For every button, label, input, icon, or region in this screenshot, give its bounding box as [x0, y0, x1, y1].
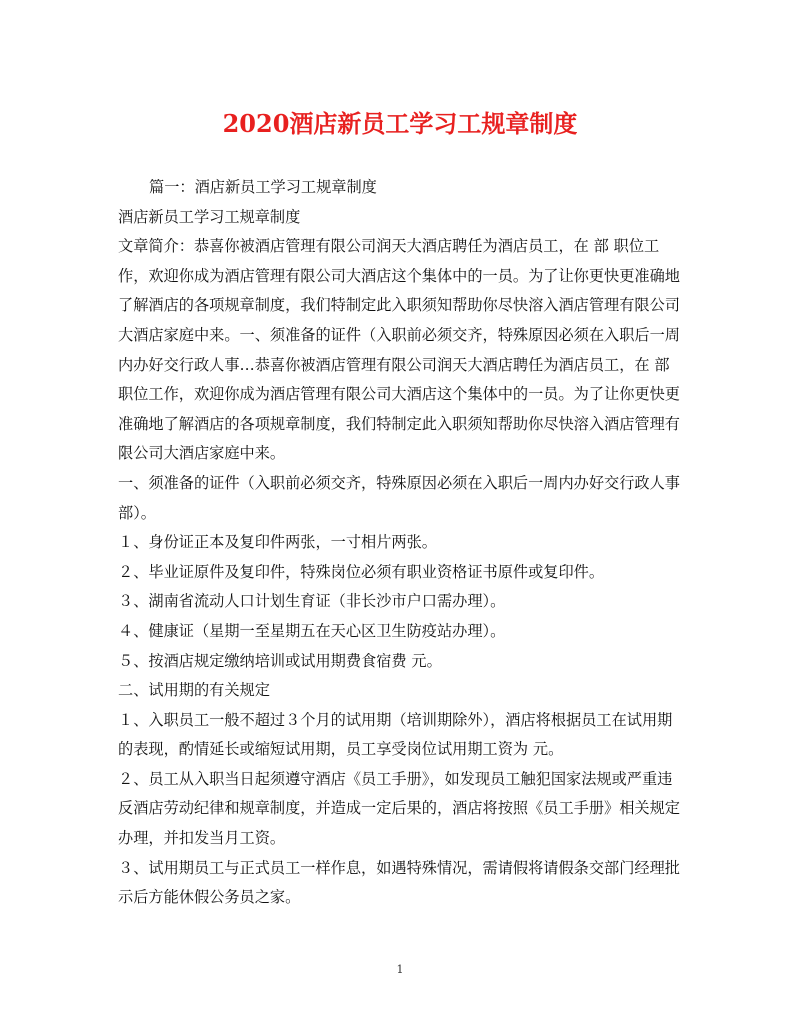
list-item: ５、按酒店规定缴纳培训或试用期费食宿费 元。	[118, 651, 442, 670]
list-item: １、入职员工一般不超过３个月的试用期（培训期除外），酒店将根据员工在试用期的表现，酌情延长或缩短试用期，员工享受岗位试用期工资为 元。	[118, 710, 673, 759]
intro-paragraph: 文章简介：恭喜你被酒店管理有限公司润天大酒店聘任为酒店员工，在 部 职位工作，欢迎你成为酒店管理有限公司大酒店这个集体中的一员。为了让你更快更准确地了解酒店的各项规章制度，我们特制定此入职须知帮助你尽快溶入酒店管理有限公司大酒店家庭中来。一、须准备的证件（入职前必须交齐，特殊原因必须在入职后一周内办好交行政人事…恭喜你被酒店管理有限公司润天大酒店聘任为酒店员工，在 部 职位工作，欢迎你成为酒店管理有限公司大酒店这个集体中的一员。为了让你更快更准确地了解酒店的各项规章制度，我们特制定此入职须知帮助你尽快溶入酒店管理有限公司大酒店家庭中来。	[118, 237, 680, 463]
list-item: ３、试用期员工与正式员工一样作息，如遇特殊情况，需请假将请假条交部门经理批示后方能休假公务员之家。	[118, 858, 680, 907]
section-two-heading: 二、试用期的有关规定	[118, 681, 270, 700]
list-item: ２、毕业证原件及复印件，特殊岗位必须有职业资格证书原件或复印件。	[118, 562, 604, 581]
list-item: １、身份证正本及复印件两张，一寸相片两张。	[118, 533, 437, 552]
section-one-heading: 一、须准备的证件（入职前必须交齐，特殊原因必须在入职后一周内办好交行政人事部）。	[118, 473, 680, 522]
document-body	[118, 173, 684, 913]
list-item: ４、健康证（星期一至星期五在天心区卫生防疫站办理）。	[118, 621, 506, 640]
list-item: ２、员工从入职当日起须遵守酒店《员工手册》，如发现员工触犯国家法规或严重违反酒店劳动纪律和规章制度，并造成一定后果的，酒店将按照《员工手册》相关规定办理，并扣发当月工资。	[118, 769, 680, 848]
subtitle-paragraph: 酒店新员工学习工规章制度	[118, 207, 301, 226]
list-item: ３、湖南省流动人口计划生育证（非长沙市户口需办理）。	[118, 592, 506, 611]
section-heading: 篇一：酒店新员工学习工规章制度	[149, 178, 377, 196]
document-title: 2020酒店新员工学习工规章制度	[222, 109, 578, 138]
page-number: 1	[396, 963, 404, 976]
